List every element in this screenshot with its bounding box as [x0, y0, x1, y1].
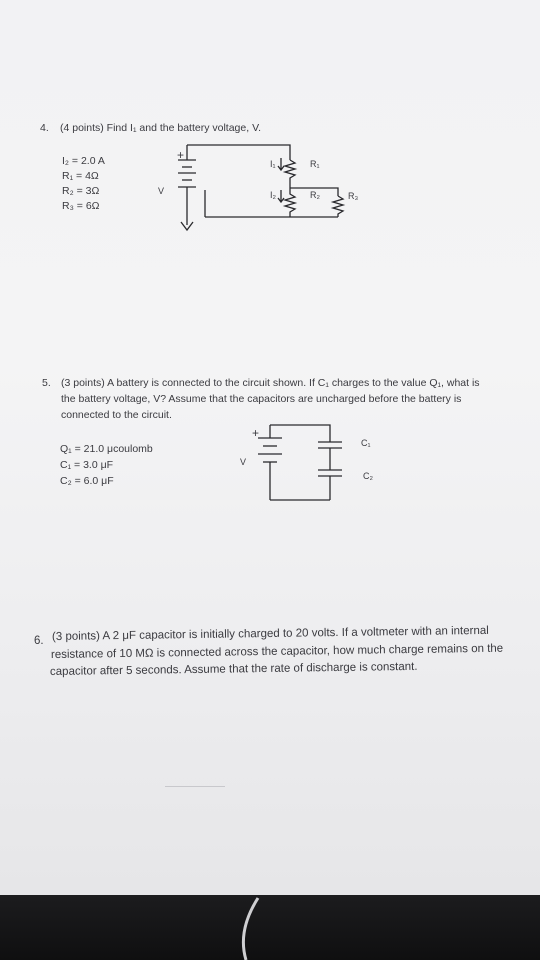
- q6-line-3: capacitor after 5 seconds. Assume that the rate of discharge is constant.: [49, 660, 418, 678]
- q4-r2-label: R₂: [310, 190, 320, 200]
- q4-plus-label: +: [177, 148, 185, 162]
- q6-line-2: resistance of 10 MΩ is connected across the capacitor, how much charge remains on the: [50, 642, 504, 661]
- q4-i1-label: I₁: [270, 159, 276, 169]
- q5-line-2: the battery voltage, V? Assume that the capacitors are uncharged before the battery is: [61, 393, 462, 405]
- q5-number: 5.: [42, 377, 51, 389]
- q5-c1-label: C₁: [361, 438, 371, 448]
- q5-c2-label: C₂: [363, 471, 373, 481]
- q5-given-q1: Q₁ = 21.0 μcoulomb: [60, 443, 153, 455]
- q5-v-label: V: [240, 457, 247, 467]
- q6-number: 6.: [34, 635, 44, 647]
- q4-r1-label: R₁: [310, 159, 320, 169]
- q4-text: (4 points) Find I₁ and the battery voltage, V.: [60, 122, 262, 134]
- q4-r3-label: R₃: [348, 191, 359, 201]
- q4-given-r1: R₁ = 4Ω: [62, 170, 99, 182]
- q5-given-c2: C₂ = 6.0 μF: [60, 475, 114, 487]
- q5-given-c1: C₁ = 3.0 μF: [60, 459, 114, 471]
- q5-line-3: connected to the circuit.: [61, 409, 172, 421]
- q5-line-1: (3 points) A battery is connected to the circuit shown. If C₁ charges to the value Q₁, what is: [61, 377, 480, 389]
- q6-line-1: (3 points) A 2 μF capacitor is initially charged to 20 volts. If a voltmeter with an internal: [51, 624, 489, 643]
- q4-given-r2: R₂ = 3Ω: [62, 185, 100, 197]
- q5-plus-label: +: [252, 426, 260, 440]
- pencil-mark: [165, 786, 225, 787]
- q4-i2-label: I₂: [270, 190, 276, 200]
- q4-given-i2: I₂ = 2.0 A: [62, 155, 105, 167]
- q4-number: 4.: [40, 122, 49, 134]
- q4-given-r3: R₃ = 6Ω: [62, 200, 100, 212]
- q4-v-label: V: [158, 186, 165, 196]
